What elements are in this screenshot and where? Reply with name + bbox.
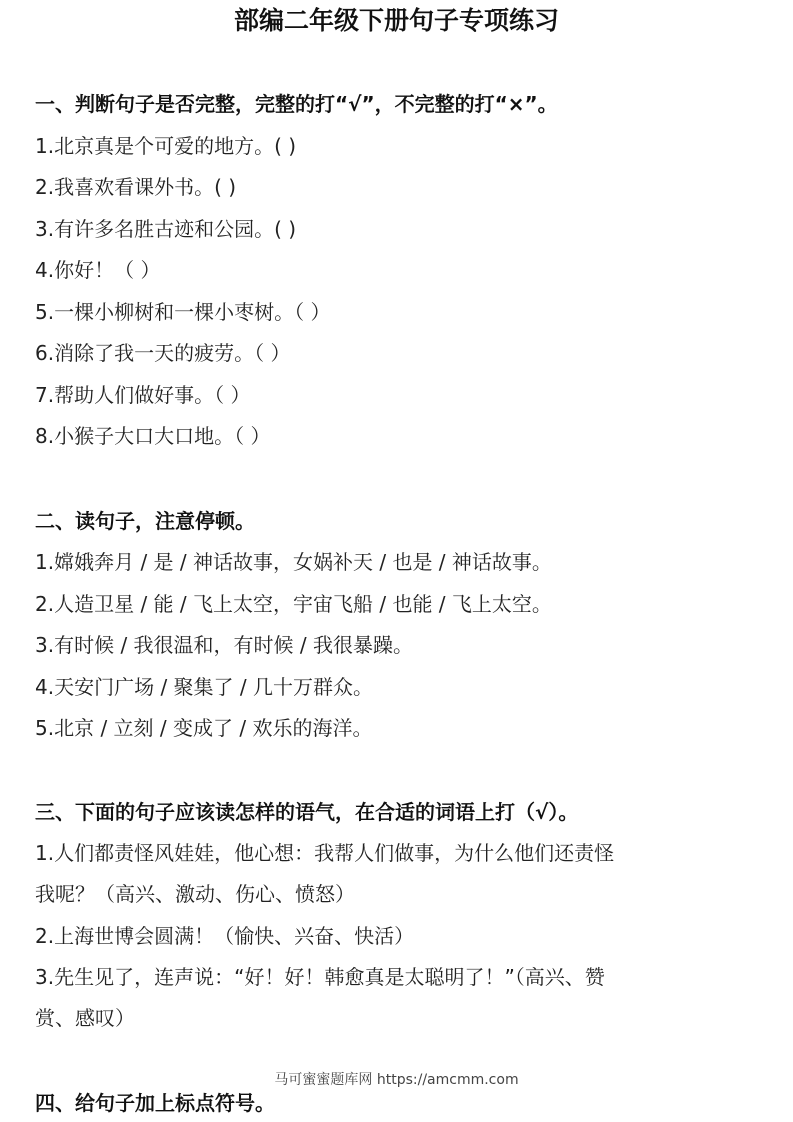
section-2-line-3: 3.有时候 / 我很温和，有时候 / 我很暴躁。 [35, 633, 413, 657]
page-title: 部编二年级下册句子专项练习 [233, 6, 559, 35]
section-1-heading: 一、判断句子是否完整，完整的打“√”，不完整的打“×”。 [35, 92, 558, 116]
section-1-line-4: 4.你好！（ ） [35, 258, 161, 282]
section-3-line-2: 我呢？（高兴、激动、伤心、愤怒） [35, 882, 355, 906]
section-1-line-5: 5.一棵小柳树和一棵小枣树。（ ） [35, 300, 331, 324]
section-2-line-1: 1.嫦娥奔月 / 是 / 神话故事，女娲补天 / 也是 / 神话故事。 [35, 550, 552, 574]
section-1-line-6: 6.消除了我一天的疲劳。（ ） [35, 341, 291, 365]
section-3-line-3: 2.上海世博会圆满！（愉快、兴奋、快活） [35, 924, 415, 948]
section-3-line-5: 赏、感叹） [35, 1006, 135, 1030]
section-4-heading: 四、给句子加上标点符号。 [35, 1091, 275, 1115]
section-1-line-2: 2.我喜欢看课外书。( ) [35, 175, 237, 199]
section-3-heading: 三、下面的句子应该读怎样的语气，在合适的词语上打（√）。 [35, 800, 579, 824]
section-1-line-3: 3.有许多名胜古迹和公园。( ) [35, 217, 297, 241]
section-3-line-1: 1.人们都责怪风娃娃，他心想：我帮人们做事，为什么他们还责怪 [35, 841, 615, 865]
section-2-line-5: 5.北京 / 立刻 / 变成了 / 欢乐的海洋。 [35, 716, 373, 740]
section-2-line-2: 2.人造卫星 / 能 / 飞上太空，宇宙飞船 / 也能 / 飞上太空。 [35, 592, 552, 616]
section-2-heading: 二、读句子，注意停顿。 [35, 509, 255, 533]
section-3-line-4: 3.先生见了，连声说：“好！好！韩愈真是太聪明了！”（高兴、赞 [35, 965, 605, 989]
section-2-line-4: 4.天安门广场 / 聚集了 / 几十万群众。 [35, 675, 373, 699]
site-watermark: 马可蜜蜜题库网 https://amcmm.com [274, 1072, 519, 1088]
section-1-line-7: 7.帮助人们做好事。（ ） [35, 383, 251, 407]
section-1-line-8: 8.小猴子大口大口地。（ ） [35, 424, 271, 448]
section-1-line-1: 1.北京真是个可爱的地方。( ) [35, 134, 297, 158]
